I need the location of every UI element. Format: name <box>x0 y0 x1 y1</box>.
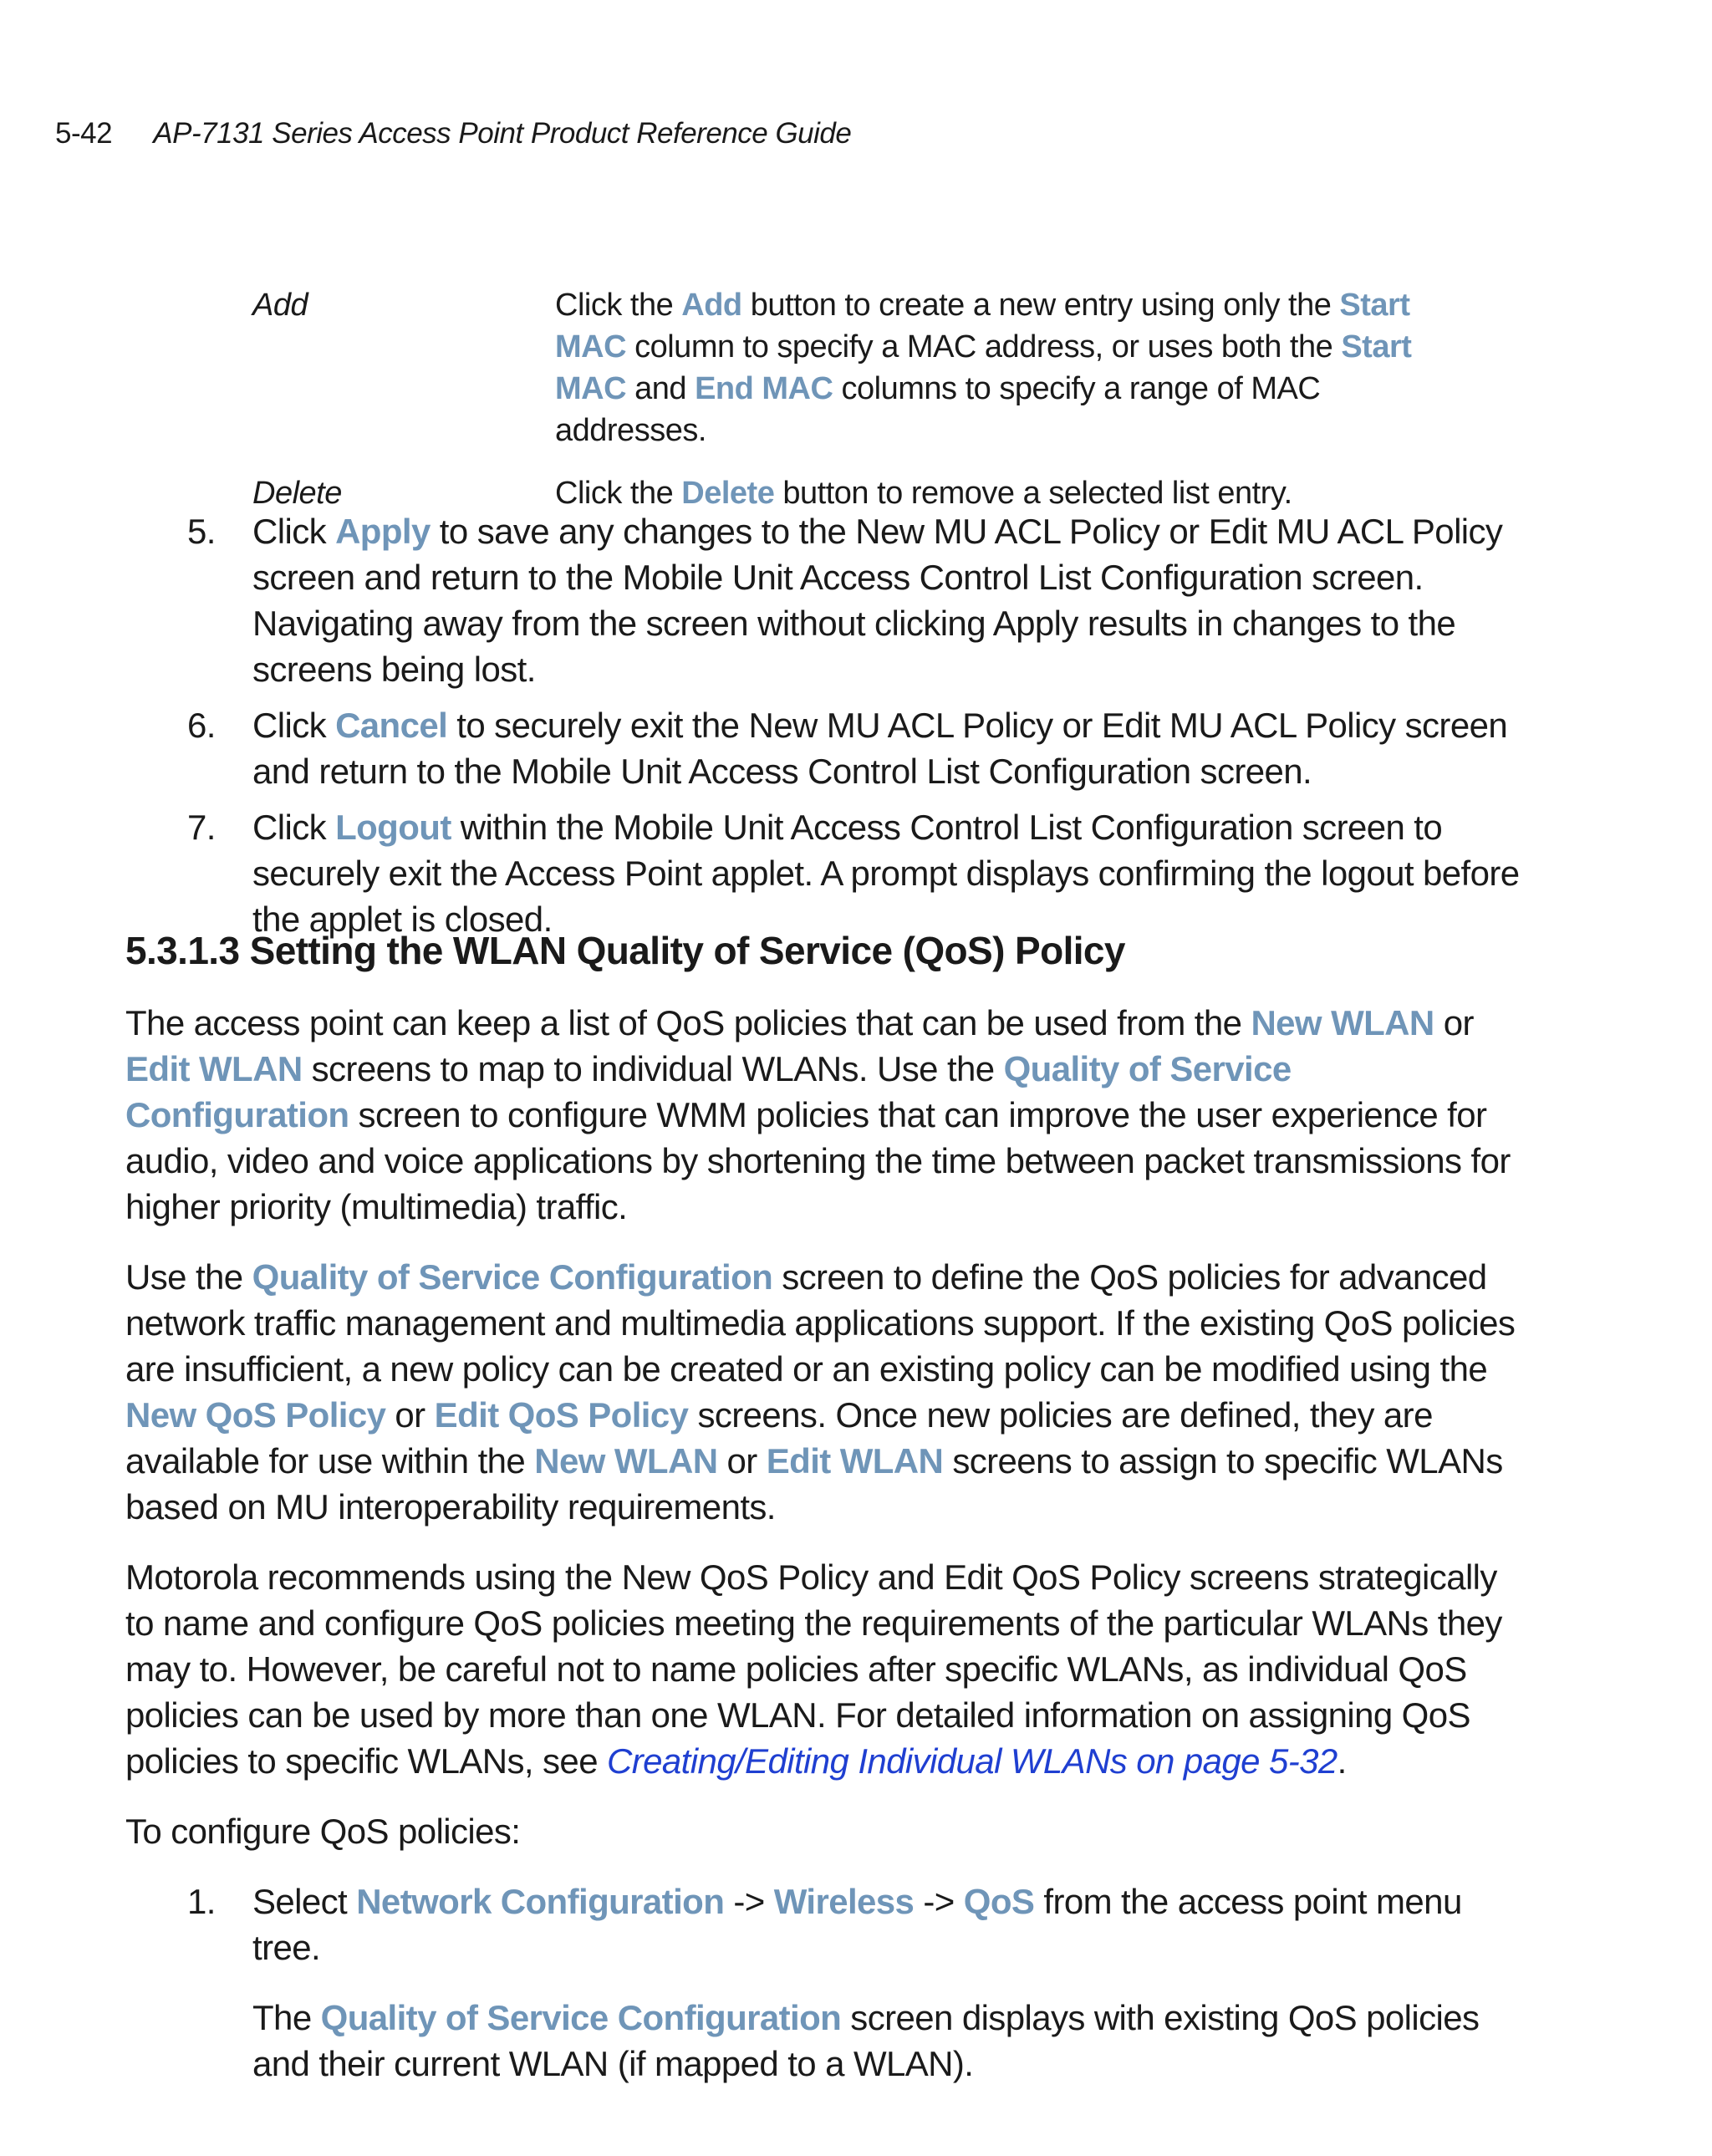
text-run: columns to specify a range of MAC addresses. <box>555 371 1321 448</box>
step-number: 7. <box>187 808 216 847</box>
body-paragraph <box>125 1808 1521 1854</box>
ui-term: Cancel <box>335 706 448 745</box>
text-run: -> <box>914 1882 964 1921</box>
text-run: Click <box>252 512 336 551</box>
text-run: The access point can keep a list of QoS policies that can be used from the <box>125 1003 1251 1042</box>
text-run: to save any changes to the New MU ACL Policy or Edit MU ACL Policy screen and return to the Mobile Unit Access Control List Configuration screen. Navigating away from the screen without clicking Apply results in changes to the screens being lost. <box>252 512 1503 689</box>
cross-reference-link[interactable]: Creating/Editing Individual WLANs on page 5-32 <box>607 1741 1338 1781</box>
list-item <box>187 804 1525 942</box>
body-paragraph <box>125 1254 1521 1530</box>
text-run: Click the <box>555 288 682 323</box>
step-instruction <box>252 1878 1521 1970</box>
ui-term: Network Configuration <box>356 1882 725 1921</box>
step-number: 6. <box>187 706 216 745</box>
text-run: button to create a new entry using only the <box>741 288 1340 323</box>
text-run: column to specify a MAC address, or uses both the <box>626 329 1342 364</box>
list-item <box>187 702 1525 794</box>
step-instruction <box>252 508 1525 692</box>
ui-term: Edit WLAN <box>125 1049 303 1088</box>
page-number: 5-42 <box>55 117 113 150</box>
text-run: . <box>1337 1741 1347 1781</box>
ui-term: Quality of Service Configuration <box>252 1257 773 1297</box>
ui-term: Apply <box>335 512 431 551</box>
ui-term: Start MAC <box>555 288 1410 364</box>
text-run: button to remove a selected list entry. <box>774 476 1292 511</box>
step-list-qos <box>187 1878 1521 2111</box>
table-row <box>252 284 1439 451</box>
ui-term: Quality of Service Configuration <box>125 1049 1292 1134</box>
page-header <box>55 117 851 150</box>
text-run: to securely exit the New MU ACL Policy or Edit MU ACL Policy screen and return to the Mobile Unit Access Control List Configuration screen. <box>252 706 1508 791</box>
text-run: screen to define the QoS policies for advanced network traffic management and multimedia applications support. If the existing QoS policies are insufficient, a new policy can be created or an existing policy can be modified using the <box>125 1257 1516 1389</box>
step-instruction <box>252 702 1525 794</box>
text-run: screen to configure WMM policies that can improve the user experience for audio, video and voice applications by shortening the time between packet transmissions for higher priority (multimedia) traffic. <box>125 1095 1511 1226</box>
ui-term: Start MAC <box>555 329 1412 406</box>
step-list-acl <box>187 508 1525 952</box>
step-text <box>252 804 1525 942</box>
text-run: or <box>385 1395 435 1435</box>
text-run: and <box>626 371 696 406</box>
body-paragraph <box>125 1000 1521 1230</box>
ui-term: QoS <box>963 1882 1035 1921</box>
button-description-table <box>252 284 1439 535</box>
body-paragraph <box>125 1554 1521 1784</box>
text-run: To configure QoS policies: <box>125 1812 521 1851</box>
ui-term: New QoS Policy <box>125 1395 386 1435</box>
table-term: Delete <box>252 476 342 511</box>
text-run: within the Mobile Unit Access Control List Configuration screen to securely exit the Access Point applet. A prompt displays confirming the logout before the applet is closed. <box>252 808 1520 939</box>
ui-term: New WLAN <box>1251 1003 1434 1042</box>
table-description <box>555 284 1439 451</box>
text-run: Click the <box>555 476 682 511</box>
table-term: Add <box>252 288 308 323</box>
text-run: Motorola recommends using the New QoS Policy and Edit QoS Policy screens strategically to name and configure QoS policies meeting the requirements of the particular WLANs they may to. However, be careful not to name policies after specific WLANs, as individual QoS policies can be used by more than one WLAN. For detailed information on assigning QoS policies to specific WLANs, see <box>125 1557 1502 1781</box>
text-run: from the access point menu tree. <box>252 1882 1462 1967</box>
guide-title: AP-7131 Series Access Point Product Reference Guide <box>153 117 852 150</box>
text-run: Select <box>252 1882 357 1921</box>
list-item <box>187 508 1525 692</box>
step-text <box>252 508 1525 692</box>
text-run: screens to map to individual WLANs. Use the <box>302 1049 1004 1088</box>
ui-term: Quality of Service Configuration <box>320 1998 842 2037</box>
ui-term: Edit QoS Policy <box>434 1395 689 1435</box>
ui-term: Wireless <box>773 1882 915 1921</box>
paragraph-group <box>125 1000 1521 1854</box>
ui-term: End MAC <box>695 371 833 406</box>
ui-term: Delete <box>681 476 775 511</box>
text-run: or <box>1434 1003 1474 1042</box>
step-number: 1. <box>187 1882 216 1921</box>
text-run: screen displays with existing QoS policies and their current WLAN (if mapped to a WLAN). <box>252 1998 1480 2083</box>
ui-term: Edit WLAN <box>766 1441 944 1481</box>
section-body <box>125 1000 1521 2119</box>
ui-term: New WLAN <box>534 1441 718 1481</box>
step-number: 5. <box>187 512 216 551</box>
step-result <box>252 1995 1521 2087</box>
list-item <box>187 1878 1521 2111</box>
text-run: or <box>717 1441 767 1481</box>
text-run: Click <box>252 706 336 745</box>
step-instruction <box>252 804 1525 942</box>
text-run: -> <box>724 1882 774 1921</box>
section-heading: 5.3.1.3 Setting the WLAN Quality of Service (QoS) Policy <box>125 929 1125 972</box>
ui-term: Logout <box>335 808 451 847</box>
text-run: screens to assign to specific WLANs based on MU interoperability requirements. <box>125 1441 1503 1527</box>
ui-term: Add <box>681 288 742 323</box>
step-text <box>252 702 1525 794</box>
step-text <box>252 1878 1521 2111</box>
text-run: Click <box>252 808 336 847</box>
text-run: screens. Once new policies are defined, they are available for use within the <box>125 1395 1433 1481</box>
text-run: Use the <box>125 1257 252 1297</box>
text-run: The <box>252 1998 321 2037</box>
